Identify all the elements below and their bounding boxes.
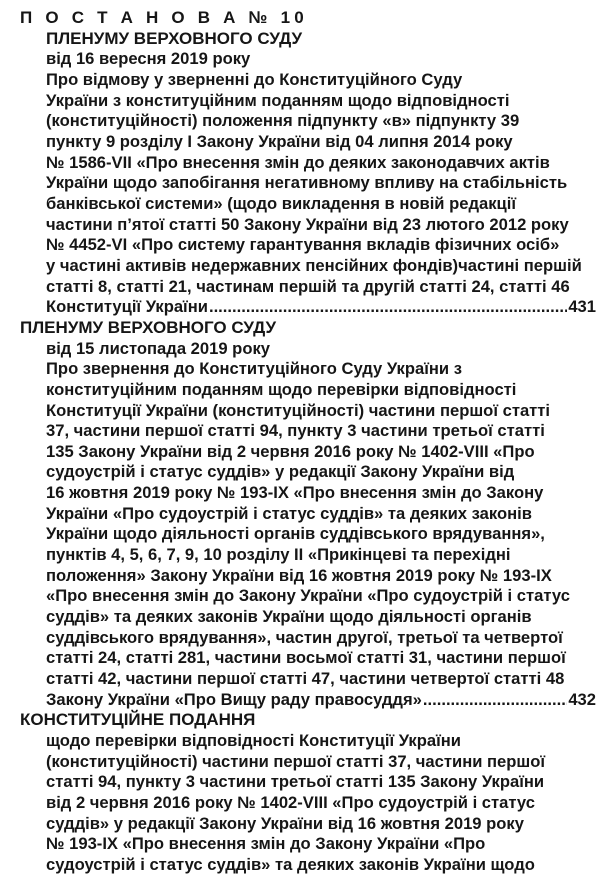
entry-2-last-line: Закону України «Про Вищу раду правосуддя» xyxy=(46,689,422,709)
entry-1-text-line: у частині активів недержавних пенсійних фондів)частині першій xyxy=(46,255,582,275)
entry-1-text-line: (конституційності) положення підпункту «в» підпункту 39 xyxy=(46,111,520,131)
entry-2-page-number[interactable]: 432 xyxy=(568,689,596,709)
entry-1-text-line: частини п’ятої статті 50 Закону України від 23 лютого 2012 року xyxy=(46,214,569,234)
entry-2-heading: ПЛЕНУМУ ВЕРХОВНОГО СУДУ xyxy=(20,317,277,337)
entry-2-text-line: України щодо діяльності органів суддівського врядування», xyxy=(46,524,545,544)
entry-2-text-line: конституційним поданням щодо перевірки відповідності xyxy=(46,379,517,399)
entry-2-text-line: положення» Закону України від 16 жовтня 2019 року № 193-IX xyxy=(46,565,552,585)
entry-1-page-number[interactable]: 431 xyxy=(568,297,596,317)
entry-1-last-line: Конституції України xyxy=(46,297,208,317)
entry-2-text-line: суддів» та деяких законів України щодо діяльності органів xyxy=(46,607,532,627)
submission-text-line: від 2 червня 2016 року № 1402-VIII «Про судоустрій і статус xyxy=(46,793,535,813)
entry-2-date: від 15 листопада 2019 року xyxy=(46,338,270,358)
entry-2-text-line: 16 жовтня 2019 року № 193-IX «Про внесення змін до Закону xyxy=(46,483,544,503)
entry-2-toc-line xyxy=(46,690,596,711)
entry-2-text-line: судоустрій і статус суддів» у редакції Закону України від xyxy=(46,462,515,482)
entry-1-text-line: України щодо запобігання негативному впливу на стабільність xyxy=(46,173,568,193)
entry-2-text-line: пунктів 4, 5, 6, 7, 9, 10 розділу II «Прикінцеві та перехідні xyxy=(46,545,511,565)
submission-heading: КОНСТИТУЦІЙНЕ ПОДАННЯ xyxy=(20,710,256,730)
entry-2-text-line: 37, частини першої статті 94, пункту 3 частини третьої статті xyxy=(46,421,545,441)
entry-1-text-line: Про відмову у зверненні до Конституційного Суду xyxy=(46,69,463,89)
submission-text-line: № 193-IX «Про внесення змін до Закону України «Про xyxy=(46,834,486,854)
entry-1-toc-line xyxy=(46,297,596,318)
entry-2-text-line: України «Про судоустрій і статус суддів» та деяких законів xyxy=(46,503,532,523)
submission-text-line: судоустрій і статус суддів» та деяких законів України щодо xyxy=(46,855,535,874)
entry-1-text-line: банківської системи» (щодо викладення в новій редакції xyxy=(46,193,517,213)
entry-2-text-line: Про звернення до Конституційного Суду України з xyxy=(46,359,462,379)
entry-1-text-line: № 4452-VI «Про систему гарантування вкладів фізичних осіб» xyxy=(46,235,560,255)
leader-dots xyxy=(423,690,567,711)
section-title: П О С Т А Н О В А № 10 xyxy=(20,8,308,27)
entry-2-text-line: 135 Закону України від 2 червня 2016 року № 1402-VIII «Про xyxy=(46,441,535,461)
entry-1-date: від 16 вересня 2019 року xyxy=(46,49,251,69)
submission-text-line: суддів» у редакції Закону України від 16 жовтня 2019 року xyxy=(46,813,524,833)
submission-text-line: статті 94, пункту 3 частини третьої статті 135 Закону України xyxy=(46,772,545,792)
entry-1-text-line: № 1586-VІІ «Про внесення змін до деяких законодавчих актів xyxy=(46,152,550,172)
entry-1-text-line: пункту 9 розділу І Закону України від 04 липня 2014 року xyxy=(46,131,513,151)
entry-2-text-line: суддівського врядування», частин другої, третьої та четвертої xyxy=(46,627,563,647)
entry-1-text-line: України з конституційним поданням щодо відповідності xyxy=(46,90,510,110)
leader-dots xyxy=(209,297,567,318)
submission-text-line: щодо перевірки відповідності Конституції України xyxy=(46,731,461,751)
entry-1-text-line: статті 8, статті 21, частинам першій та другій статті 24, статті 46 xyxy=(46,276,570,296)
entry-2-text-line: статті 42, частини першої статті 47, частини четвертої статті 48 xyxy=(46,669,565,689)
entry-2-text-line: «Про внесення змін до Закону України «Про судоустрій і статус xyxy=(46,586,570,606)
submission-text-line: (конституційності) частини першої статті 37, частини першої xyxy=(46,751,546,771)
entry-2-text-line: статті 24, статті 281, частини восьмої статті 31, частини першої xyxy=(46,648,566,668)
entry-1-heading: ПЛЕНУМУ ВЕРХОВНОГО СУДУ xyxy=(46,28,303,48)
entry-2-text-line: Конституції України (конституційності) частини першої статті xyxy=(46,400,551,420)
